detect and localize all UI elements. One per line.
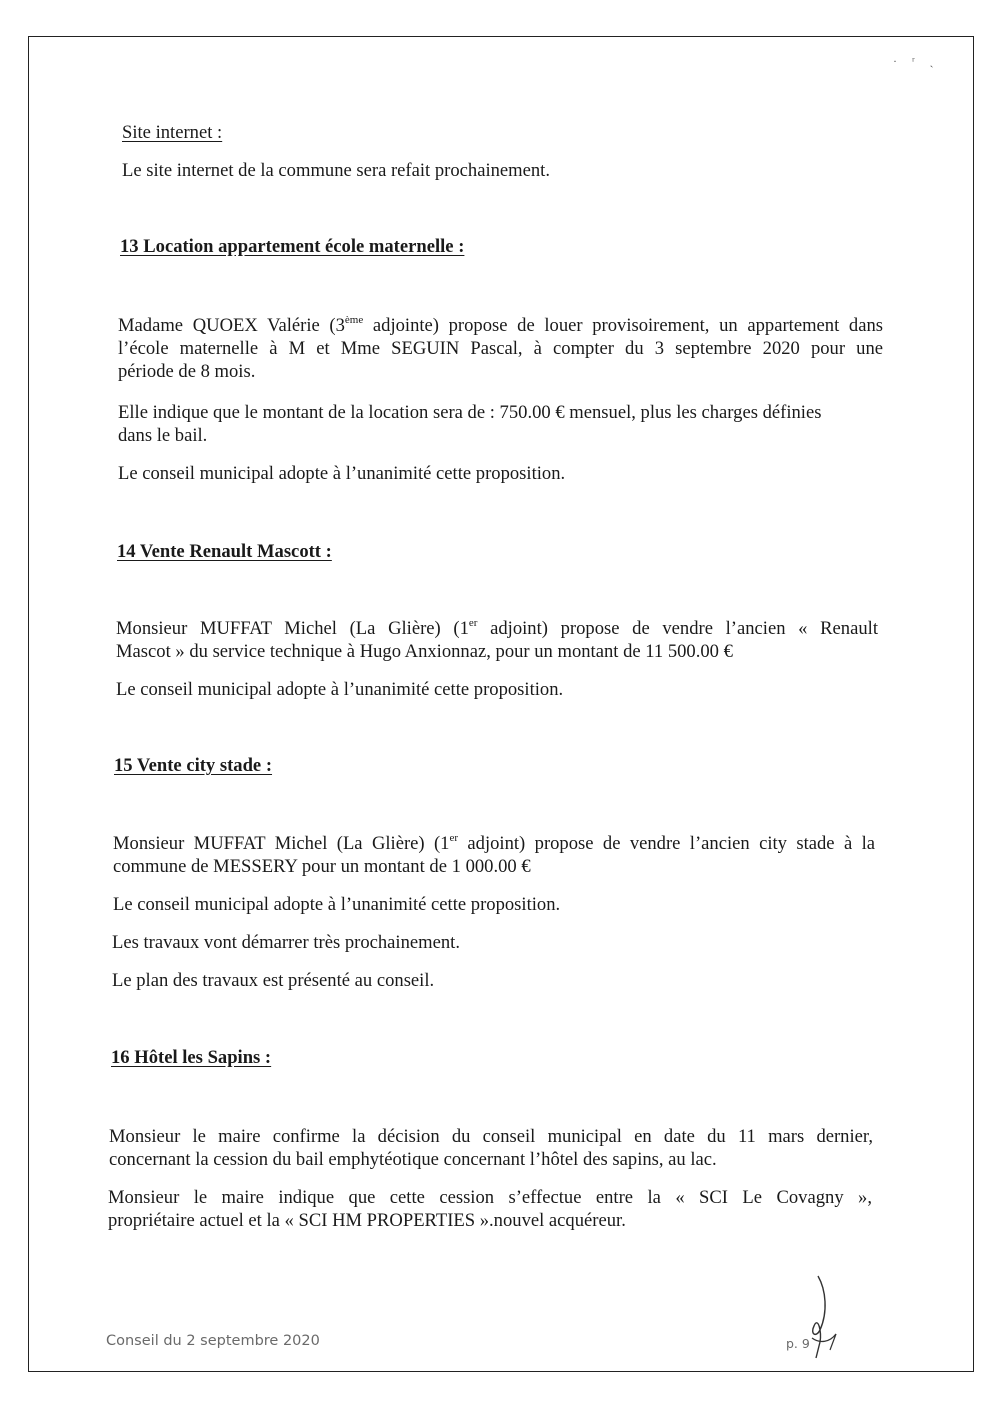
site-internet-text: Le site internet de la commune sera refait prochainement. (122, 160, 550, 181)
site-internet-heading: Site internet : (122, 122, 223, 143)
section-13-p1-line3: période de 8 mois. (118, 361, 256, 382)
section-15-p1-line2: commune de MESSERY pour un montant de 1 000.00 € (113, 856, 531, 877)
section-13-p1-line2: l’école maternelle à M et Mme SEGUIN Pascal, à compter du 3 septembre 2020 pour une (118, 338, 883, 359)
section-16-p2-line2: propriétaire actuel et la « SCI HM PROPERTIES ».nouvel acquéreur. (108, 1210, 626, 1231)
section-16-p1-line2: concernant la cession du bail emphytéotique concernant l’hôtel des sapins, au lac. (109, 1149, 717, 1170)
section-14-p1-line2: Mascot » du service technique à Hugo Anxionnaz, pour un montant de 11 500.00 € (116, 641, 733, 662)
section-14-p1-line1: Monsieur MUFFAT Michel (La Glière) (1er adjoint) propose de vendre l’ancien « Renault (116, 616, 878, 639)
section-14-heading: 14 Vente Renault Mascott : (117, 541, 332, 562)
section-13-p3: Le conseil municipal adopte à l’unanimité cette proposition. (118, 463, 566, 484)
section-14-p2: Le conseil municipal adopte à l’unanimité cette proposition. (116, 679, 564, 700)
section-13-p2-line1: Elle indique que le montant de la location sera de : 750.00 € mensuel, plus les charges définies (118, 402, 822, 423)
section-15-p1-line1: Monsieur MUFFAT Michel (La Glière) (1er adjoint) propose de vendre l’ancien city stade à la (113, 831, 875, 854)
section-16-p2-line1: Monsieur le maire indique que cette cession s’effectue entre la « SCI Le Covagny », (108, 1187, 872, 1208)
section-13-p1-line1: Madame QUOEX Valérie (3ème adjointe) propose de louer provisoirement, un appartement dans (118, 313, 883, 336)
section-16-p1-line1: Monsieur le maire confirme la décision du conseil municipal en date du 11 mars dernier, (109, 1126, 873, 1147)
section-15-p3: Les travaux vont démarrer très prochainement. (112, 932, 460, 953)
footer-meeting-date: Conseil du 2 septembre 2020 (106, 1333, 320, 1349)
section-13-heading: 13 Location appartement école maternelle : (120, 236, 465, 257)
section-13-p2-line2: dans le bail. (118, 425, 208, 446)
section-15-heading: 15 Vente city stade : (114, 755, 273, 776)
scan-marks: · ʳ ˎ (893, 54, 940, 68)
section-16-heading: 16 Hôtel les Sapins : (111, 1047, 272, 1068)
section-15-p4: Le plan des travaux est présenté au conseil. (112, 970, 435, 991)
section-15-p2: Le conseil municipal adopte à l’unanimité cette proposition. (113, 894, 561, 915)
page-number: p. 9 (786, 1336, 810, 1351)
handwritten-initials (796, 1272, 848, 1362)
